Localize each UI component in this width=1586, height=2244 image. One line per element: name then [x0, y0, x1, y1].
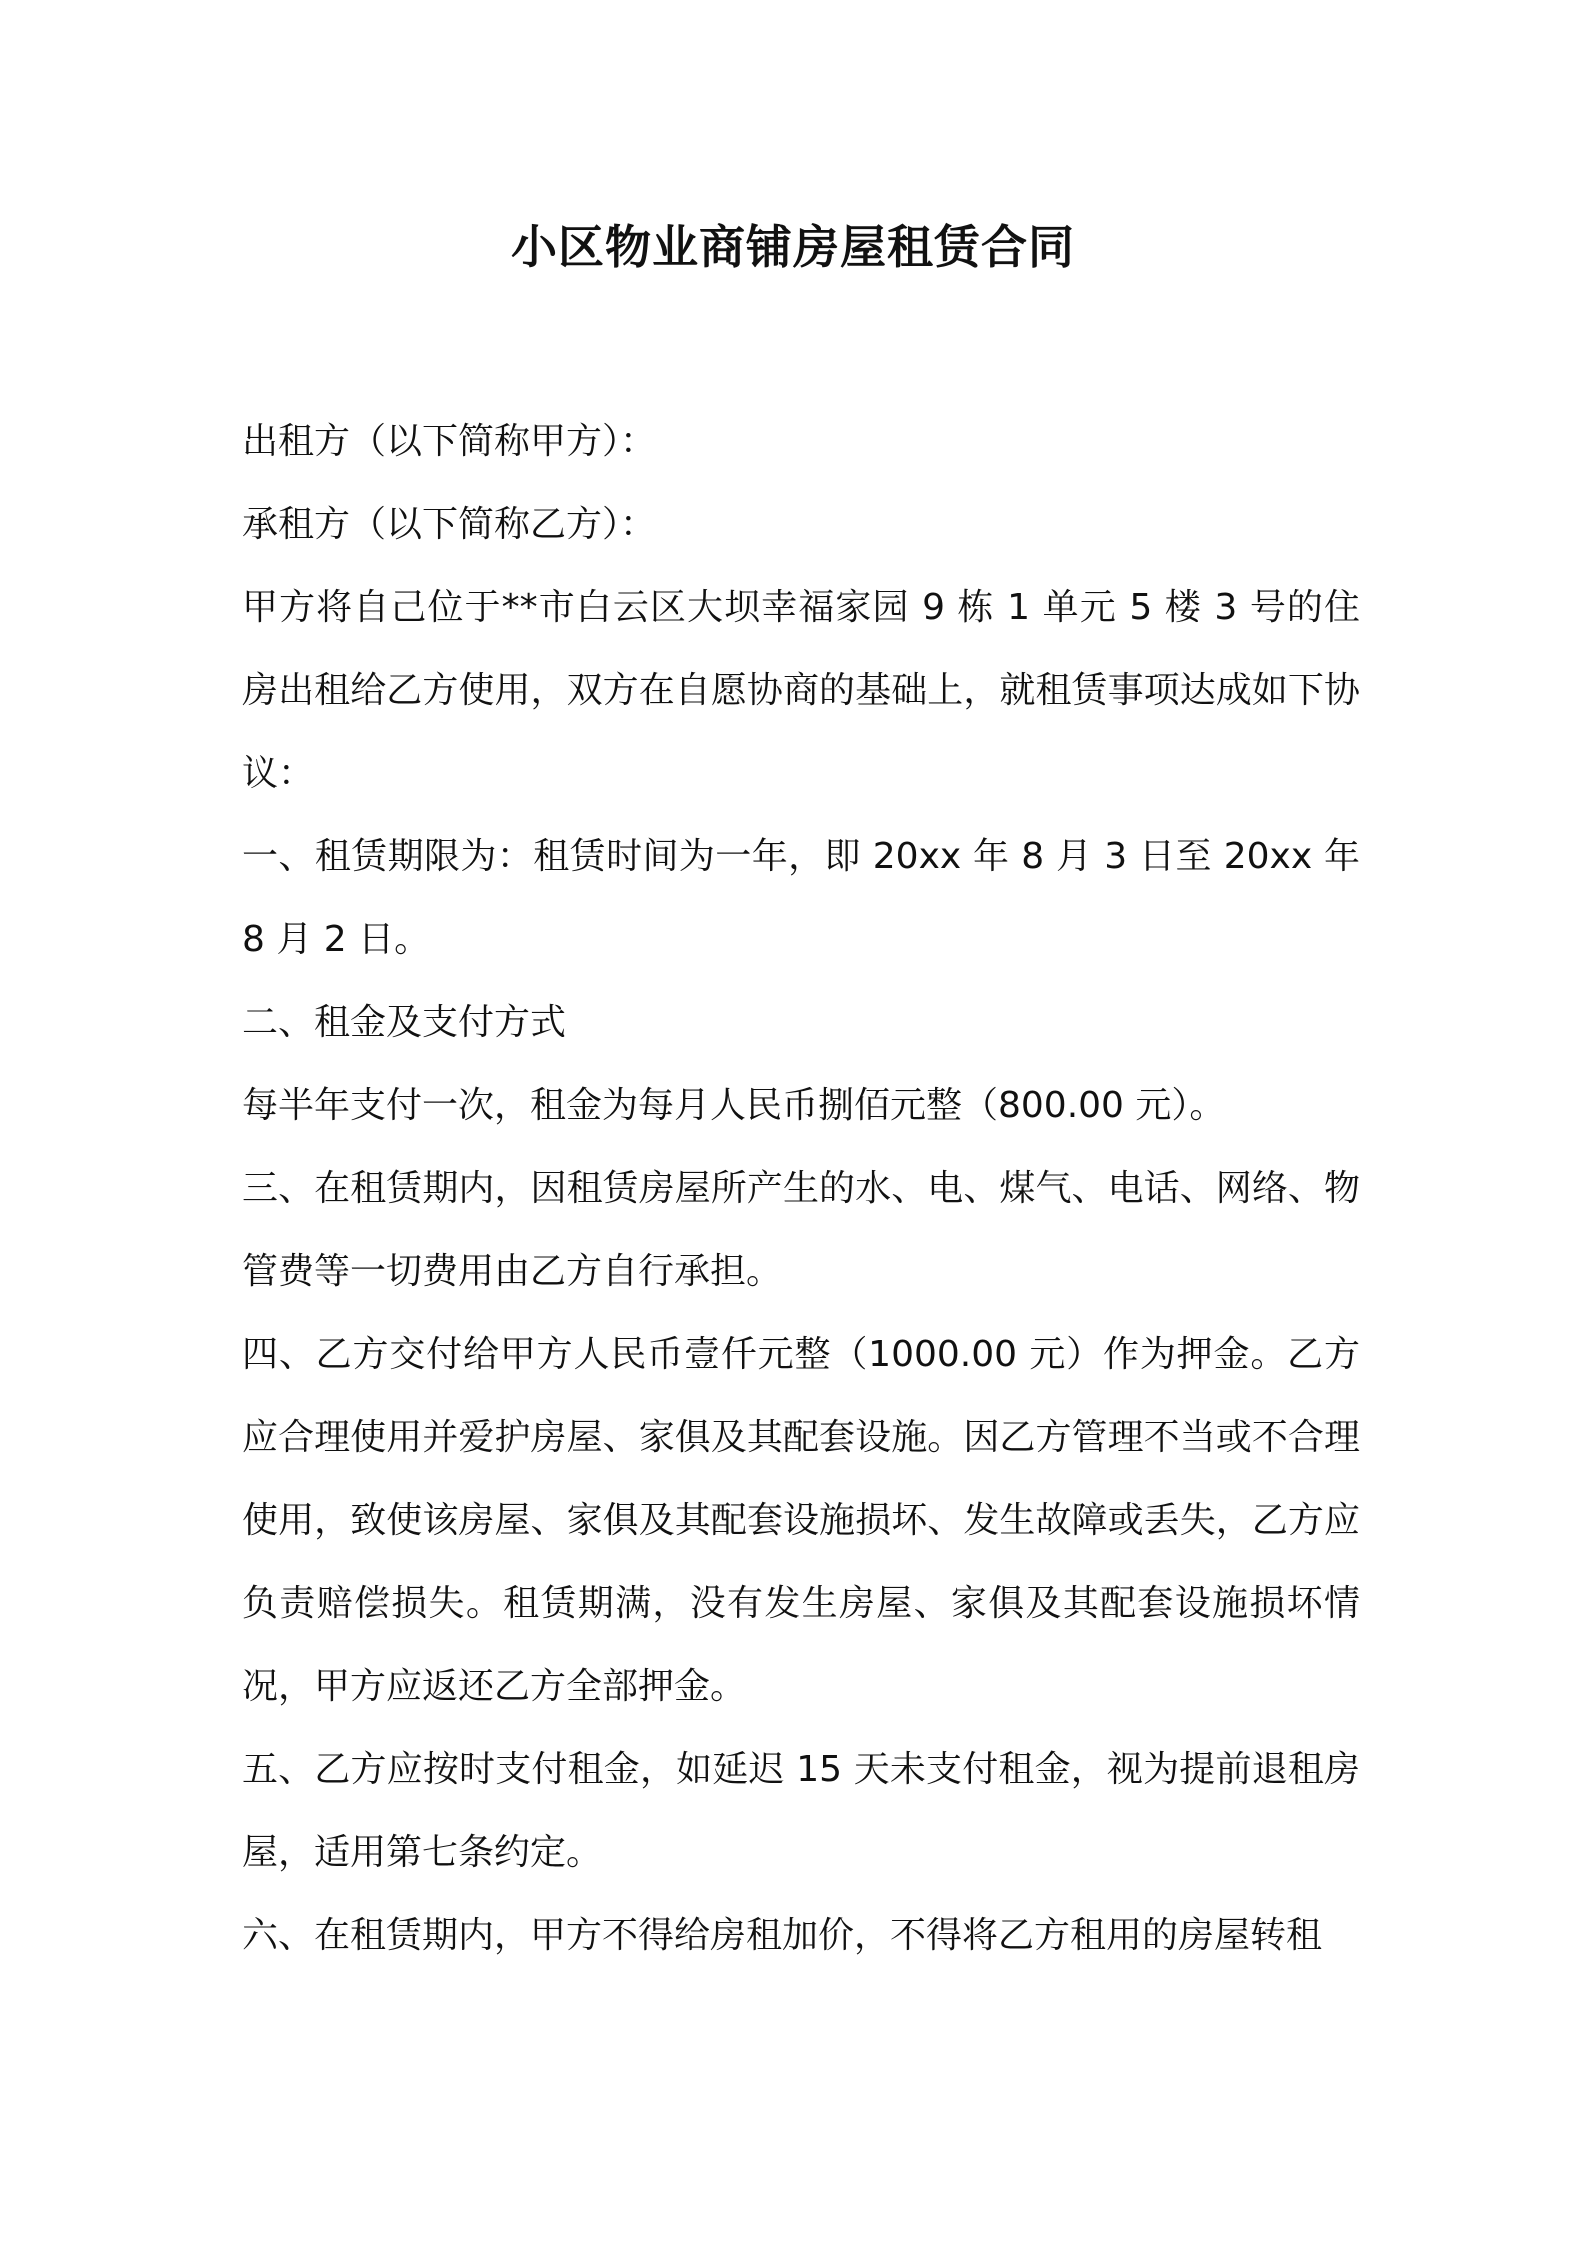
lessor-line: 出租方（以下简称甲方）：	[242, 421, 657, 462]
clause-4-deposit: 四、乙方交付给甲方人民币壹仟元整（1000.00 元）作为押金。乙方应合理使用并爱护房屋、家俱及其配套设施。因乙方管理不当或不合理使用，致使该房屋、家俱及其配套设施损坏、发生故障或丢失，乙方应负责赔偿损失。租赁期满，没有发生房屋、家俱及其配套设施损坏情况，甲方应返还乙方全部押金。	[242, 1334, 1360, 1707]
clause-6-no-increase: 六、在租赁期内，甲方不得给房租加价，不得将乙方租用的房屋转租	[242, 1915, 1323, 1956]
clause-1-term: 一、租赁期限为：租赁时间为一年，即 20xx 年 8 月 3 日至 20xx 年 8 月 2 日。	[242, 836, 1360, 960]
lessee-line: 承租方（以下简称乙方）：	[242, 504, 657, 545]
clause-3-fees: 三、在租赁期内，因租赁房屋所产生的水、电、煤气、电话、网络、物管费等一切费用由乙方自行承担。	[242, 1168, 1360, 1292]
clause-2-heading: 二、租金及支付方式	[242, 1002, 567, 1043]
clause-5-late-payment: 五、乙方应按时支付租金，如延迟 15 天未支付租金，视为提前退租房屋，适用第七条约定。	[242, 1749, 1360, 1873]
document-title: 小区物业商铺房屋租赁合同	[511, 220, 1075, 274]
clause-2-payment: 每半年支付一次，租金为每月人民币捌佰元整（800.00 元）。	[242, 1085, 1226, 1126]
document-body	[242, 400, 1360, 1977]
intro-paragraph: 甲方将自己位于**市白云区大坝幸福家园 9 栋 1 单元 5 楼 3 号的住房出租给乙方使用，双方在自愿协商的基础上，就租赁事项达成如下协议：	[242, 587, 1360, 794]
